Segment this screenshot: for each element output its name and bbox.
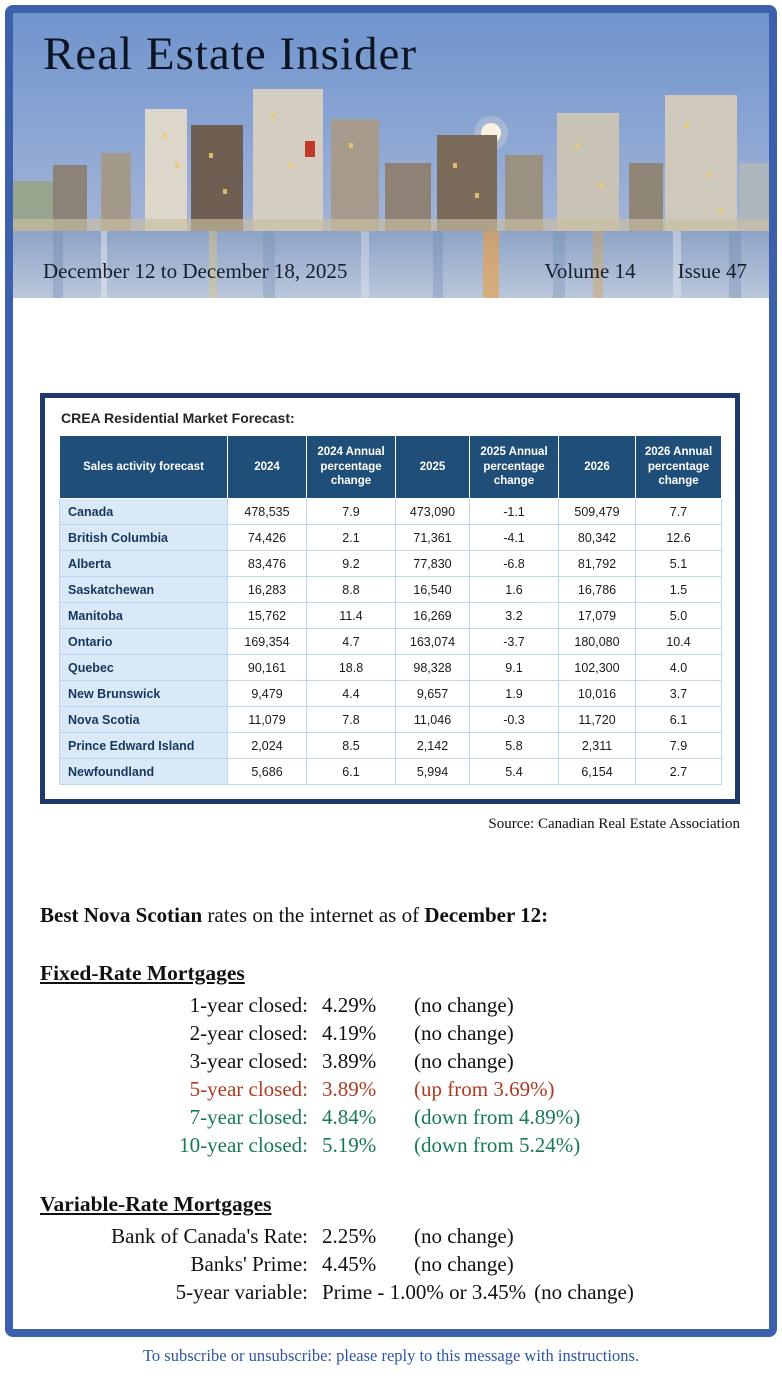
value-cell: -6.8 (470, 551, 559, 577)
fixed-rate-heading: Fixed-Rate Mortgages (40, 961, 245, 985)
value-cell: 5.8 (470, 733, 559, 759)
value-cell: -4.1 (470, 525, 559, 551)
column-header: 2024 (228, 436, 307, 499)
rate-label: 10-year closed: (179, 1133, 308, 1157)
rate-note: (up from 3.69%) (414, 1077, 555, 1101)
rate-note: (no change) (414, 1224, 514, 1248)
rate-value: 4.45% (322, 1252, 377, 1276)
value-cell: 6.1 (636, 707, 722, 733)
variable-rate-heading: Variable-Rate Mortgages (40, 1192, 272, 1216)
newsletter-title: Real Estate Insider (43, 28, 417, 80)
value-cell: 5,686 (228, 759, 307, 785)
value-cell: 2,024 (228, 733, 307, 759)
value-cell: 18.8 (307, 655, 396, 681)
value-cell: 10.4 (636, 629, 722, 655)
region-cell: Nova Scotia (60, 707, 228, 733)
value-cell: 98,328 (396, 655, 470, 681)
value-cell: 102,300 (559, 655, 636, 681)
value-cell: 1.5 (636, 577, 722, 603)
forecast-card (40, 393, 740, 804)
rates-intro (40, 903, 769, 928)
table-row (60, 525, 722, 551)
issue-label: Issue 47 (677, 259, 747, 283)
value-cell: 7.8 (307, 707, 396, 733)
table-row (60, 577, 722, 603)
rate-note: (no change) (414, 993, 514, 1017)
rate-label: 3-year closed: (189, 1049, 308, 1073)
rate-value: 4.29% (322, 993, 377, 1017)
rate-label: 7-year closed: (189, 1105, 308, 1129)
value-cell: 16,540 (396, 577, 470, 603)
rate-note: (no change) (414, 1021, 514, 1045)
region-cell: Prince Edward Island (60, 733, 228, 759)
rate-label: 5-year variable: (175, 1280, 308, 1304)
value-cell: 1.6 (470, 577, 559, 603)
value-cell: -3.7 (470, 629, 559, 655)
rate-row (40, 1131, 769, 1159)
masthead (13, 13, 769, 298)
newsletter-page (5, 5, 777, 1337)
value-cell: -0.3 (470, 707, 559, 733)
value-cell: 7.7 (636, 499, 722, 525)
value-cell: -1.1 (470, 499, 559, 525)
value-cell: 2,142 (396, 733, 470, 759)
value-cell: 8.8 (307, 577, 396, 603)
region-cell: Ontario (60, 629, 228, 655)
value-cell: 3.7 (636, 681, 722, 707)
region-cell: New Brunswick (60, 681, 228, 707)
value-cell: 8.5 (307, 733, 396, 759)
table-row (60, 707, 722, 733)
value-cell: 180,080 (559, 629, 636, 655)
value-cell: 71,361 (396, 525, 470, 551)
rate-note: (down from 5.24%) (414, 1133, 581, 1157)
column-header: 2025 (396, 436, 470, 499)
value-cell: 3.2 (470, 603, 559, 629)
rates-intro-bold-date: December 12: (424, 903, 549, 927)
rate-label: 1-year closed: (189, 993, 308, 1017)
value-cell: 9,657 (396, 681, 470, 707)
region-cell: British Columbia (60, 525, 228, 551)
rates-intro-middle: rates on the internet as of (202, 903, 425, 927)
rate-note: (no change) (414, 1049, 514, 1073)
rate-note: (no change) (414, 1252, 514, 1276)
value-cell: 163,074 (396, 629, 470, 655)
column-header: 2024 Annual percentage change (307, 436, 396, 499)
rate-note: (no change) (534, 1280, 634, 1304)
volume-label: Volume 14 (544, 259, 636, 283)
table-row (60, 759, 722, 785)
rates-section (40, 903, 769, 1306)
forecast-table (59, 435, 722, 785)
region-cell: Canada (60, 499, 228, 525)
value-cell: 11,079 (228, 707, 307, 733)
rate-value: 5.19% (322, 1133, 377, 1157)
value-cell: 9.1 (470, 655, 559, 681)
region-cell: Newfoundland (60, 759, 228, 785)
value-cell: 2.1 (307, 525, 396, 551)
column-header: 2025 Annual percentage change (470, 436, 559, 499)
value-cell: 4.0 (636, 655, 722, 681)
value-cell: 5.4 (470, 759, 559, 785)
rate-value: 4.84% (322, 1105, 377, 1129)
value-cell: 5.1 (636, 551, 722, 577)
rate-label: Bank of Canada's Rate: (111, 1224, 308, 1248)
value-cell: 4.4 (307, 681, 396, 707)
rate-value: 3.89% (322, 1049, 377, 1073)
value-cell: 2.7 (636, 759, 722, 785)
table-row (60, 655, 722, 681)
rate-row (40, 1047, 769, 1075)
value-cell: 6,154 (559, 759, 636, 785)
value-cell: 478,535 (228, 499, 307, 525)
table-row (60, 733, 722, 759)
value-cell: 1.9 (470, 681, 559, 707)
variable-rate-list (40, 1222, 769, 1306)
rate-value: Prime - 1.00% or 3.45% (322, 1280, 527, 1304)
rate-row (40, 991, 769, 1019)
value-cell: 16,269 (396, 603, 470, 629)
subscribe-footer: To subscribe or unsubscribe: please reply to this message with instructions. (142, 1346, 640, 1365)
value-cell: 473,090 (396, 499, 470, 525)
forecast-table-body (60, 499, 722, 785)
rate-row (40, 1075, 769, 1103)
column-header: 2026 Annual percentage change (636, 436, 722, 499)
value-cell: 169,354 (228, 629, 307, 655)
rate-row (40, 1103, 769, 1131)
value-cell: 74,426 (228, 525, 307, 551)
value-cell: 6.1 (307, 759, 396, 785)
value-cell: 7.9 (636, 733, 722, 759)
column-header: Sales activity forecast (60, 436, 228, 499)
value-cell: 5,994 (396, 759, 470, 785)
value-cell: 4.7 (307, 629, 396, 655)
value-cell: 5.0 (636, 603, 722, 629)
value-cell: 7.9 (307, 499, 396, 525)
value-cell: 9,479 (228, 681, 307, 707)
value-cell: 11,046 (396, 707, 470, 733)
table-row (60, 551, 722, 577)
date-range: December 12 to December 18, 2025 (43, 259, 348, 283)
fixed-rate-list (40, 991, 769, 1159)
rate-value: 3.89% (322, 1077, 377, 1101)
issue-info-bar (43, 259, 747, 284)
source-attribution: Source: Canadian Real Estate Association (488, 816, 740, 832)
rate-value: 2.25% (322, 1224, 377, 1248)
rate-label: Banks' Prime: (190, 1252, 308, 1276)
column-header: 2026 (559, 436, 636, 499)
region-cell: Saskatchewan (60, 577, 228, 603)
rate-row (40, 1278, 769, 1306)
region-cell: Manitoba (60, 603, 228, 629)
rate-label: 5-year closed: (189, 1077, 308, 1101)
value-cell: 10,016 (559, 681, 636, 707)
table-row (60, 499, 722, 525)
table-row (60, 681, 722, 707)
forecast-caption: CREA Residential Market Forecast: (61, 410, 295, 426)
value-cell: 80,342 (559, 525, 636, 551)
forecast-header-row (60, 436, 722, 499)
value-cell: 11.4 (307, 603, 396, 629)
value-cell: 9.2 (307, 551, 396, 577)
value-cell: 81,792 (559, 551, 636, 577)
value-cell: 16,786 (559, 577, 636, 603)
rate-row (40, 1222, 769, 1250)
value-cell: 2,311 (559, 733, 636, 759)
table-row (60, 629, 722, 655)
value-cell: 509,479 (559, 499, 636, 525)
value-cell: 77,830 (396, 551, 470, 577)
value-cell: 83,476 (228, 551, 307, 577)
rate-label: 2-year closed: (189, 1021, 308, 1045)
rate-row (40, 1019, 769, 1047)
rate-row (40, 1250, 769, 1278)
rate-note: (down from 4.89%) (414, 1105, 581, 1129)
region-cell: Alberta (60, 551, 228, 577)
value-cell: 11,720 (559, 707, 636, 733)
value-cell: 17,079 (559, 603, 636, 629)
value-cell: 12.6 (636, 525, 722, 551)
value-cell: 16,283 (228, 577, 307, 603)
value-cell: 90,161 (228, 655, 307, 681)
table-row (60, 603, 722, 629)
rate-value: 4.19% (322, 1021, 377, 1045)
rates-intro-bold-region: Best Nova Scotian (40, 903, 203, 927)
value-cell: 15,762 (228, 603, 307, 629)
region-cell: Quebec (60, 655, 228, 681)
